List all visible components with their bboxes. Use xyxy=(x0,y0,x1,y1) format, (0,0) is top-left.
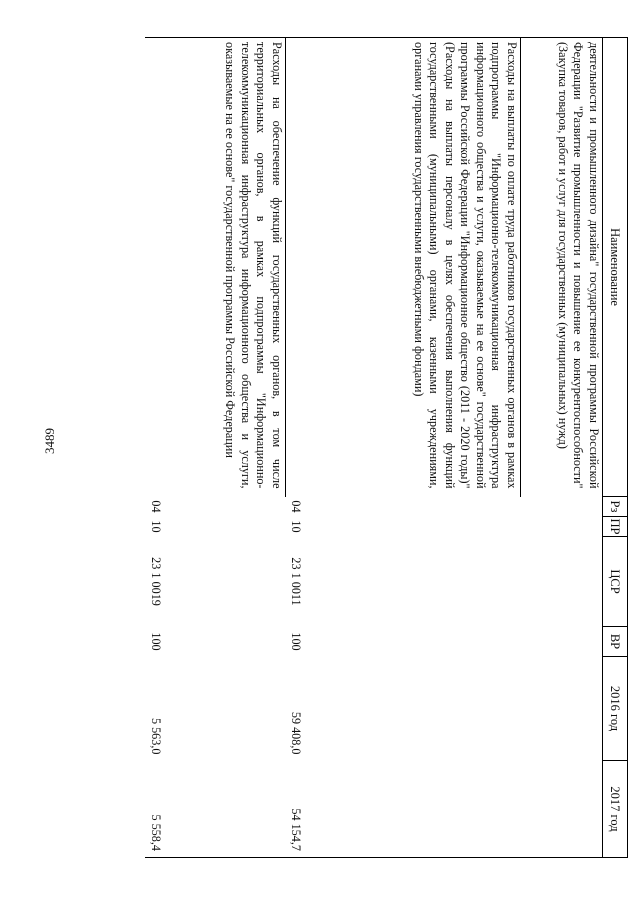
row-2017: 54 154,7 xyxy=(286,761,521,858)
page-number: 3489 xyxy=(42,428,57,454)
row-2016: 5 563,0 xyxy=(149,717,164,755)
row-name: деятельности и промышленного дизайна" государственной программы Российской Федерации "Развитие промышленности и повышение ее конкурентоспособности" (Закупка товаров, работ и услуг для государственных (муниципальных) нужд) xyxy=(556,42,601,489)
table-row xyxy=(286,38,521,858)
header-rz: Рз xyxy=(603,497,628,517)
row-name: Расходы на выплаты по оплате труда работников государственных органов в рамках подпрограммы "Информационно-телекоммуникационная инфраструктура информационного общества и услуги, оказываемые на ее основе" государственной программы Российской Федерации "Информационное общество (2011 - 2020 годы)" (Расходы на выплаты персоналу в целях обеспечения выполнения функций государственными (муниципальными) органами, казенными учреждениями, органами управления государственными внебюджетными фондами) xyxy=(412,42,519,489)
table-row xyxy=(146,38,286,858)
header-2016: 2016 год xyxy=(603,657,628,761)
row-vr: 100 xyxy=(149,632,164,651)
row-pr: 10 xyxy=(289,520,304,533)
header-vr: ВР xyxy=(603,627,628,657)
row-vr: 100 xyxy=(289,632,304,651)
header-pr: ПР xyxy=(603,517,628,537)
row-rz: 04 xyxy=(289,500,304,513)
header-2017: 2017 год xyxy=(603,761,628,858)
row-2017: 5 558,4 xyxy=(146,761,286,858)
row-name: Расходы на обеспечение функций государственных органов, в том числе территориальных органов, в рамках подпрограммы "Информационно-телекоммуникационная инфраструктура информационного общества и услуги, оказываемые на ее основе" государственной программы Российской Федерации xyxy=(223,42,284,489)
row-2016 xyxy=(521,657,603,761)
row-csr: 23 1 0019 xyxy=(149,557,164,606)
budget-table xyxy=(146,37,629,858)
row-pr xyxy=(521,517,603,537)
header-row xyxy=(603,38,628,858)
row-2017 xyxy=(521,761,603,858)
row-csr: 23 1 0011 xyxy=(289,557,304,606)
row-2016: 59 408,0 xyxy=(289,711,304,755)
row-vr xyxy=(521,627,603,657)
row-rz: 04 xyxy=(149,500,164,513)
header-csr: ЦСР xyxy=(603,537,628,627)
row-csr xyxy=(521,537,603,627)
rotated-page xyxy=(70,37,628,857)
header-name: Наименование xyxy=(603,38,628,497)
table-row xyxy=(521,38,603,858)
row-pr: 10 xyxy=(149,520,164,533)
row-rz xyxy=(521,497,603,517)
